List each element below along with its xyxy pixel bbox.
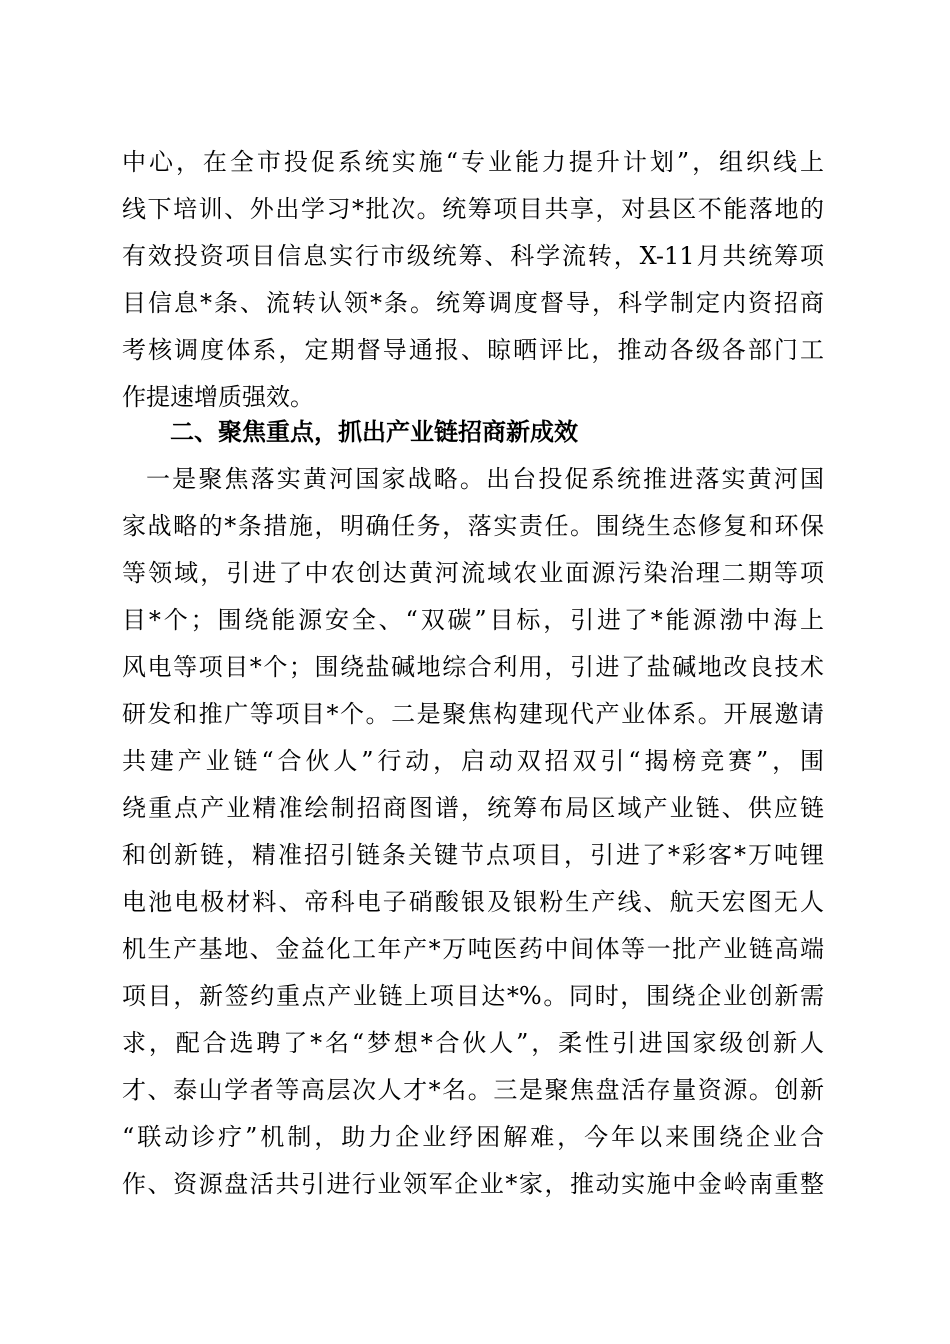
- section-heading: 二、聚焦重点，抓出产业链招商新成效: [170, 418, 578, 446]
- para1-line: 线下培训、外出学习*批次。统筹项目共享，对县区不能落地的: [122, 195, 824, 223]
- para2-line: 风电等项目*个；围绕盐碱地综合利用，引进了盐碱地改良技术: [122, 653, 824, 681]
- para2-line: 和创新链，精准招引链条关键节点项目，引进了*彩客*万吨锂: [122, 841, 824, 869]
- para2-line: 才、泰山学者等高层次人才*名。三是聚焦盘活存量资源。创新: [122, 1076, 824, 1104]
- para2-line: 作、资源盘活共引进行业领军企业*家，推动实施中金岭南重整: [122, 1170, 824, 1198]
- para2-line: 家战略的*条措施，明确任务，落实责任。围绕生态修复和环保: [122, 512, 824, 540]
- para2-line: 机生产基地、金益化工年产*万吨医药中间体等一批产业链高端: [122, 935, 824, 963]
- para1-line: 有效投资项目信息实行市级统筹、科学流转，X-11月共统筹项: [122, 242, 824, 270]
- para1-line: 目信息*条、流转认领*条。统筹调度督导，科学制定内资招商: [122, 289, 824, 317]
- para2-line: “联动诊疗”机制，助力企业纾困解难，今年以来围绕企业合: [122, 1123, 824, 1151]
- para2-line: 研发和推广等项目*个。二是聚焦构建现代产业体系。开展邀请: [122, 700, 824, 728]
- para2-line: 电池电极材料、帝科电子硝酸银及银粉生产线、航天宏图无人: [122, 888, 824, 916]
- para1-line: 中心，在全市投促系统实施“专业能力提升计划”，组织线上: [122, 148, 824, 176]
- para2-line: 目*个；围绕能源安全、“双碳”目标，引进了*能源渤中海上: [122, 606, 824, 634]
- para2-line: 等领域，引进了中农创达黄河流域农业面源污染治理二期等项: [122, 559, 824, 587]
- para1-line: 考核调度体系，定期督导通报、晾晒评比，推动各级各部门工: [122, 336, 824, 364]
- para2-line: 一是聚焦落实黄河国家战略。出台投促系统推进落实黄河国: [146, 465, 824, 493]
- para2-line: 共建产业链“合伙人”行动，启动双招双引“揭榜竞赛”，围: [122, 747, 824, 775]
- para1-line: 作提速增质强效。: [122, 383, 314, 411]
- para2-line: 绕重点产业精准绘制招商图谱，统筹布局区域产业链、供应链: [122, 794, 824, 822]
- para2-line: 求，配合选聘了*名“梦想*合伙人”，柔性引进国家级创新人: [122, 1029, 824, 1057]
- para2-line: 项目，新签约重点产业链上项目达*%。同时，围绕企业创新需: [122, 982, 824, 1010]
